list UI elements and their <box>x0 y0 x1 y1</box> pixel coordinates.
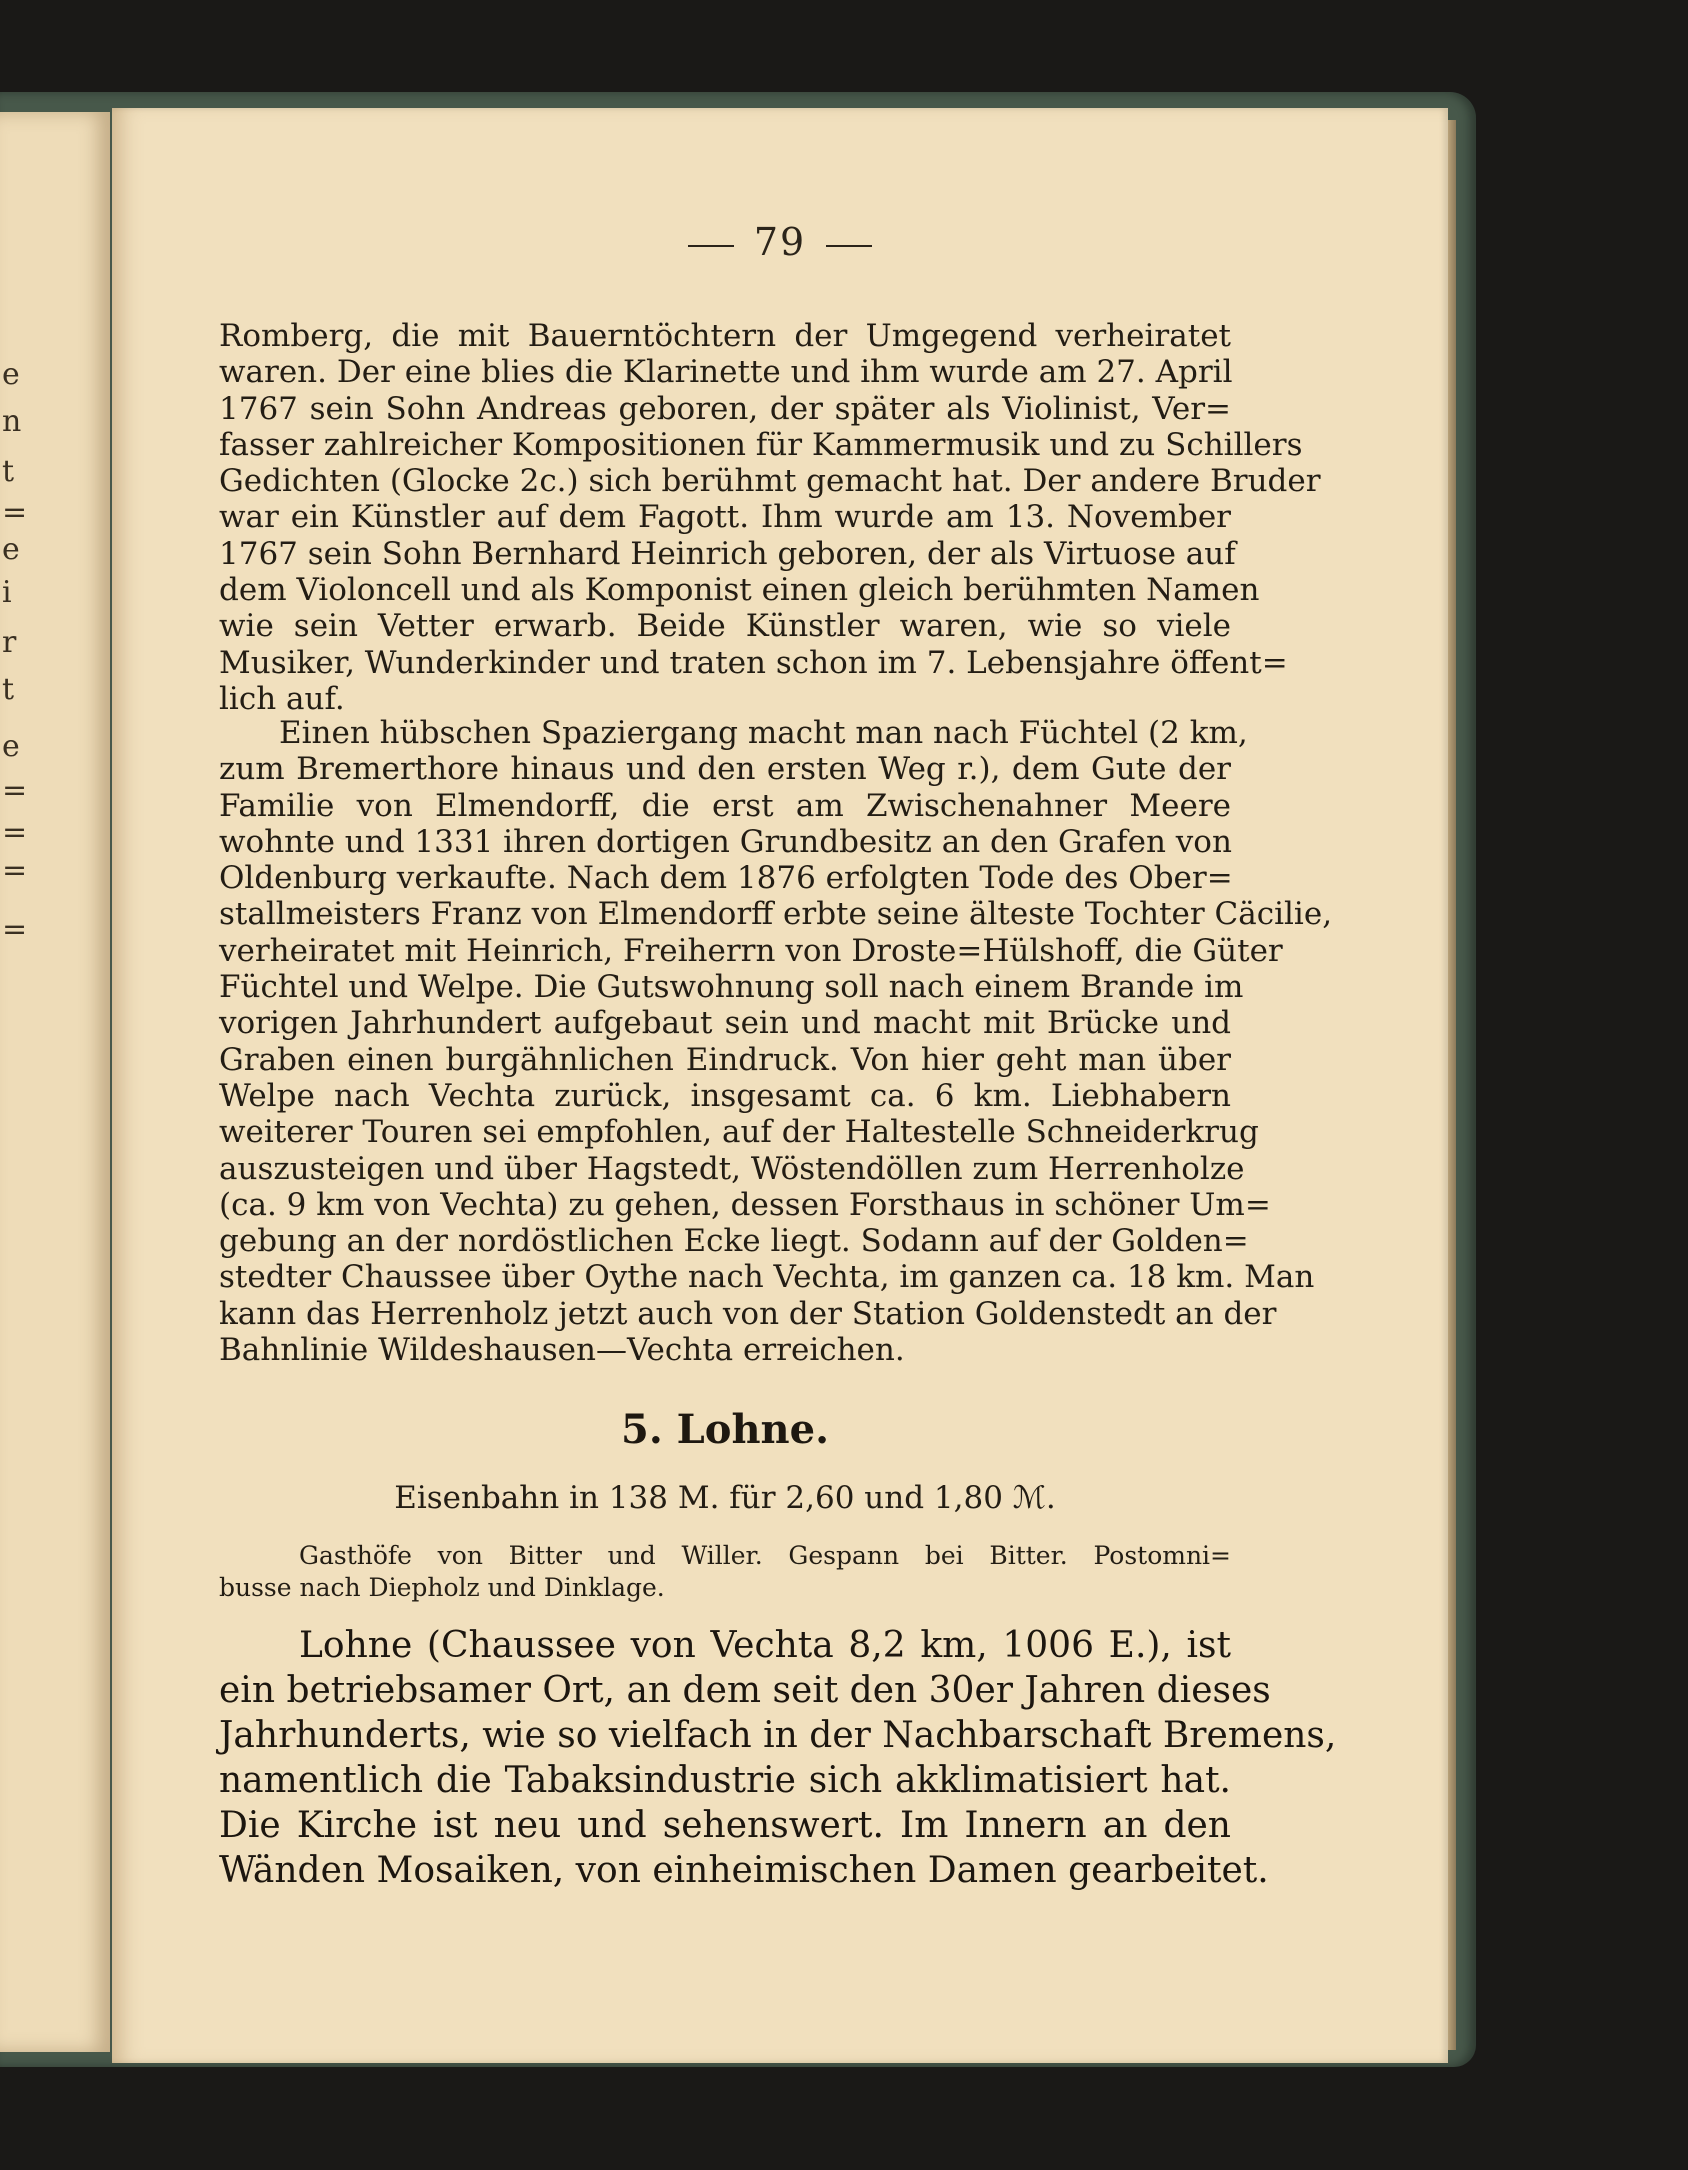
text-line: lich auf. <box>219 680 345 717</box>
book-page <box>112 108 1448 2063</box>
text-line: waren. Der eine blies die Klarinette und ihm wurde am 27. April <box>219 354 1233 391</box>
text-line: vorigen Jahrhundert aufgebaut sein und macht mit Brücke und <box>219 1005 1231 1042</box>
dash-left <box>688 245 734 247</box>
page-number-text: 79 <box>753 220 807 264</box>
text-line: Bahnlinie Wildeshausen—Vechta erreichen. <box>219 1332 905 1369</box>
text-line: Wänden Mosaiken, von einheimischen Damen gearbeitet. <box>219 1850 1269 1891</box>
section-heading: 5. Lohne. <box>620 1406 830 1453</box>
paragraph-lohne <box>219 1623 1337 1893</box>
facing-page-glyph: t <box>2 454 15 489</box>
dash-right <box>826 245 872 247</box>
text-line: war ein Künstler auf dem Fagott. Ihm wurde am 13. November <box>219 499 1231 536</box>
facing-page-glyph: e <box>2 729 20 764</box>
text-line: zum Bremerthore hinaus und den ersten Weg r.), dem Gute der <box>219 751 1231 788</box>
text-line: 1767 sein Sohn Bernhard Heinrich geboren, der als Virtuose auf <box>219 535 1236 572</box>
text-line: Gasthöfe von Bitter und Willer. Gespann bei Bitter. Postomni= <box>299 1541 1231 1570</box>
text-line: Jahrhunderts, wie so vielfach in der Nachbarschaft Bremens, <box>219 1715 1337 1756</box>
text-line: Die Kirche ist neu und sehenswert. Im Innern an den <box>219 1805 1231 1846</box>
text-line: (ca. 9 km von Vechta) zu gehen, dessen Forsthaus in schöner Um= <box>219 1186 1271 1223</box>
facing-page-glyph: = <box>2 853 28 888</box>
text-line: weiterer Touren sei empfohlen, auf der Haltestelle Schneiderkrug <box>219 1114 1259 1151</box>
text-line: Romberg, die mit Bauerntöchtern der Umgegend verheiratet <box>219 318 1231 354</box>
text-line: busse nach Diepholz und Dinklage. <box>219 1573 665 1602</box>
hotels-note <box>219 1540 1231 1604</box>
page-number <box>112 220 1448 264</box>
text-line: auszusteigen und über Hagstedt, Wöstendöllen zum Herrenholze <box>219 1150 1245 1187</box>
facing-page-glyph: = <box>2 773 28 808</box>
facing-page-glyph: t <box>2 672 15 707</box>
text-line: dem Violoncell und als Komponist einen gleich berühmten Namen <box>219 572 1260 609</box>
text-line: Oldenburg verkaufte. Nach dem 1876 erfolgten Tode des Ober= <box>219 860 1233 897</box>
facing-page-glyph: = <box>2 495 28 530</box>
text-line: Welpe nach Vechta zurück, insgesamt ca. 6 km. Liebhabern <box>219 1077 1231 1114</box>
text-line: Lohne (Chaussee von Vechta 8,2 km, 1006 E.), ist <box>299 1625 1231 1666</box>
text-line: ein betriebsamer Ort, an dem seit den 30er Jahren dieses <box>219 1670 1271 1711</box>
facing-page-glyph: e <box>2 532 20 567</box>
text-line: Musiker, Wunderkinder und traten schon im 7. Lebensjahre öffent= <box>219 644 1288 681</box>
text-line: Graben einen burgähnlichen Eindruck. Von hier geht man über <box>219 1041 1231 1078</box>
text-line: Gedichten (Glocke 2c.) sich berühmt gemacht hat. Der andere Bruder <box>219 463 1321 500</box>
facing-page-glyph: = <box>2 815 28 850</box>
facing-page-glyph: i <box>2 575 12 610</box>
text-line: fasser zahlreicher Kompositionen für Kammermusik und zu Schillers <box>219 426 1303 463</box>
text-line: wohnte und 1331 ihren dortigen Grundbesitz an den Grafen von <box>219 823 1232 860</box>
text-line: kann das Herrenholz jetzt auch von der Station Goldenstedt an der <box>219 1295 1277 1332</box>
facing-page-glyph: = <box>2 912 28 947</box>
text-line: Einen hübschen Spaziergang macht man nach Füchtel (2 km, <box>279 715 1248 751</box>
left-page-edge <box>0 112 110 2052</box>
text-line: gebung an der nordöstlichen Ecke liegt. Sodann auf der Golden= <box>219 1223 1249 1260</box>
paragraph-romberg <box>219 318 1321 717</box>
text-line: Füchtel und Welpe. Die Gutswohnung soll nach einem Brande im <box>219 969 1244 1006</box>
text-line: verheiratet mit Heinrich, Freiherrn von Droste=Hülshoff, die Güter <box>219 932 1283 969</box>
text-line: Familie von Elmendorff, die erst am Zwischenahner Meere <box>219 787 1231 824</box>
railway-info: Eisenbahn in 138 M. für 2,60 und 1,80 ℳ. <box>394 1480 1056 1516</box>
facing-page-glyph: r <box>2 625 17 660</box>
text-line: 1767 sein Sohn Andreas geboren, der später als Violinist, Ver= <box>219 390 1231 427</box>
facing-page-glyph: e <box>2 357 20 392</box>
text-line: wie sein Vetter erwarb. Beide Künstler waren, wie so viele <box>219 608 1231 645</box>
paragraph-fuechtel <box>219 715 1333 1369</box>
text-line: stedter Chaussee über Oythe nach Vechta, im ganzen ca. 18 km. Man <box>219 1259 1315 1296</box>
text-line: namentlich die Tabaksindustrie sich akklimatisiert hat. <box>219 1760 1231 1801</box>
text-line: stallmeisters Franz von Elmendorff erbte seine älteste Tochter Cäcilie, <box>219 896 1333 933</box>
facing-page-glyph: n <box>2 404 22 439</box>
